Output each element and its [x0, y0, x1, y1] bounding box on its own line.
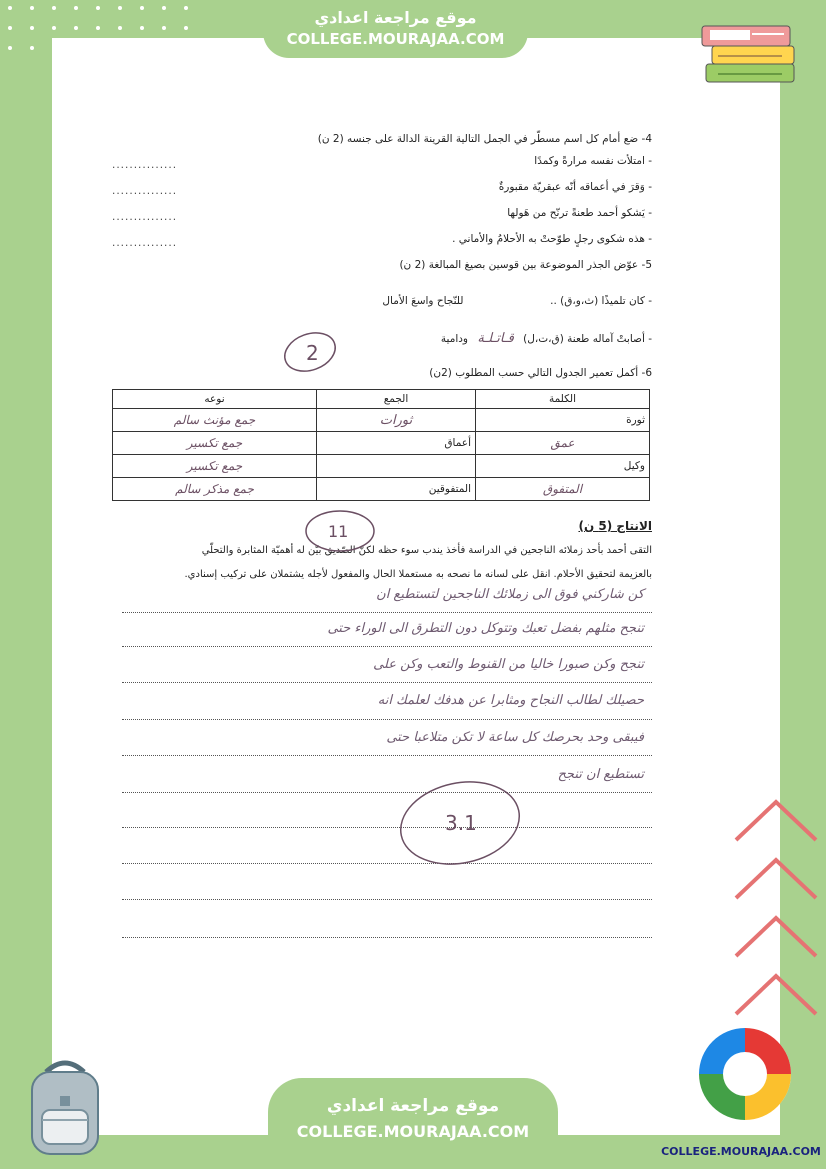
exercise5-item-1	[382, 295, 652, 307]
table-cell: جمع مؤنث سالم	[113, 409, 317, 432]
site-name: موقع مراجعة اعدادي	[314, 8, 477, 27]
site-name: موقع مراجعة اعدادي	[326, 1096, 500, 1116]
exercise5-item-2	[441, 331, 652, 346]
table-row	[113, 478, 650, 501]
table-cell	[317, 455, 476, 478]
header-banner[interactable]	[263, 0, 528, 58]
table-row	[113, 455, 650, 478]
production-prompt-line-1: التقى أحمد بأحد زملائه الناجحين في الدراسة فأخذ يندب سوء حظه لكنّ الصّديق بيّن له أهميّة المثابرة والتحلّي	[201, 545, 652, 556]
grade-mark-2	[300, 505, 380, 555]
handwritten-line: تنجح مثلهم بفضل تعبك وتتوكل دون التطرق الى الوراء حتى	[327, 621, 644, 636]
handwritten-line: تستطيع ان تنجح	[557, 767, 644, 782]
table-cell: جمع مذكر سالم	[113, 478, 317, 501]
production-prompt-line-2: بالعزيمة لتحقيق الأحلام. انقل على لسانه ما نصحه به مستعملا الحال والمفعول لأجله يشتملان على تركيب إسنادي.	[184, 569, 652, 580]
table-row	[113, 432, 650, 455]
exercise4-item-3: - يَشكو أحمد طعنةً ترنّح من هَولها	[507, 207, 652, 219]
table-cell: ثورات	[317, 409, 476, 432]
education-wheel-icon	[694, 1022, 796, 1138]
production-title: الانتاج (5 ن)	[578, 519, 652, 533]
answer-rule	[122, 719, 652, 720]
answer-rule	[122, 863, 652, 864]
books-icon	[692, 12, 802, 94]
exercise4-item-1: - امتلأت نفسه مرارةً وكمدًا	[534, 155, 652, 167]
answer-rule	[122, 646, 652, 647]
answer-rule	[122, 899, 652, 900]
grade-value: 11	[328, 522, 349, 541]
exercise4-item-2: - وَقرَ في أعماقه أنّه عبقريّة مقبورةٌ	[498, 181, 652, 193]
table-cell: أعماق	[317, 432, 476, 455]
footer-banner[interactable]	[268, 1078, 558, 1153]
table-cell: جمع تكسير	[113, 432, 317, 455]
exercise5-item-1-text: - كان تلميذًا (ث،و،ق) ..	[550, 295, 652, 307]
answer-blank: ...............	[112, 185, 178, 197]
handwritten-line: كن شاركني فوق الى زملائك الناجحين لتستطيع ان	[376, 587, 644, 602]
grade-mark-3	[395, 775, 525, 870]
table-row	[113, 409, 650, 432]
answer-rule	[122, 937, 652, 938]
grade-value: 3.1	[445, 811, 477, 835]
site-domain[interactable]: COLLEGE.MOURAJAA.COM	[286, 30, 505, 48]
site-domain[interactable]: COLLEGE.MOURAJAA.COM	[296, 1122, 530, 1141]
table-header: الجمع	[317, 390, 476, 409]
table-header: الكلمة	[476, 390, 650, 409]
answer-rule	[122, 682, 652, 683]
handwritten-answer: قـاتـلـة	[477, 331, 514, 346]
table-cell: وكيل	[476, 455, 650, 478]
answer-blank: ...............	[112, 211, 178, 223]
exercise5-item-2-text: - أصابتْ آماله طعنة (ق،ت،ل)	[523, 333, 652, 345]
exercise5-item-1-tail: للنّجاح واسعَ الأمال	[382, 295, 464, 307]
table-cell: جمع تكسير	[113, 455, 317, 478]
table-cell: المتفوقين	[317, 478, 476, 501]
table-cell: المتفوق	[476, 478, 650, 501]
table-cell: عمق	[476, 432, 650, 455]
table-cell: ثورة	[476, 409, 650, 432]
exercise4-item-4: - هذه شكوى رجلٍ طوّحتْ به الأحلامُ والأماني .	[452, 233, 652, 245]
footer-domain[interactable]: COLLEGE.MOURAJAA.COM	[661, 1145, 821, 1158]
exercise6-title: 6- أكمل تعمير الجدول التالي حسب المطلوب (2ن)	[429, 367, 652, 379]
answer-rule	[122, 827, 652, 828]
answer-rule	[122, 612, 652, 613]
exercise5-item-2-tail: ودامية	[440, 333, 468, 345]
handwritten-line: تنجح وكن صبورا خاليا من القنوط والتعب وكن على	[373, 657, 644, 672]
handwritten-line: فيبقى وحد بحرصك كل ساعة لا تكن متلاعبا حتى	[386, 730, 644, 745]
answer-blank: ...............	[112, 237, 178, 249]
answer-rule	[122, 755, 652, 756]
answer-blank: ...............	[112, 159, 178, 171]
grade-value: 2	[306, 341, 319, 365]
grade-mark-1	[280, 320, 340, 380]
chevron-decoration-icon	[732, 796, 822, 1036]
handwritten-line: حصيلك لطالب النجاح ومثابرا عن هدفك لعلمك انه	[377, 693, 644, 708]
answer-rule	[122, 792, 652, 793]
exercise4-title: 4- ضع أمام كل اسم مسطّر في الجمل التالية القرينة الدالة على جنسه (2 ن)	[317, 133, 652, 145]
words-table	[112, 389, 650, 501]
table-header: نوعه	[113, 390, 317, 409]
exercise5-title: 5- عوّض الجذر الموضوعة بين قوسين بصيغ المبالغة (2 ن)	[399, 259, 652, 271]
backpack-icon	[16, 1054, 114, 1160]
table-header-row	[113, 390, 650, 409]
